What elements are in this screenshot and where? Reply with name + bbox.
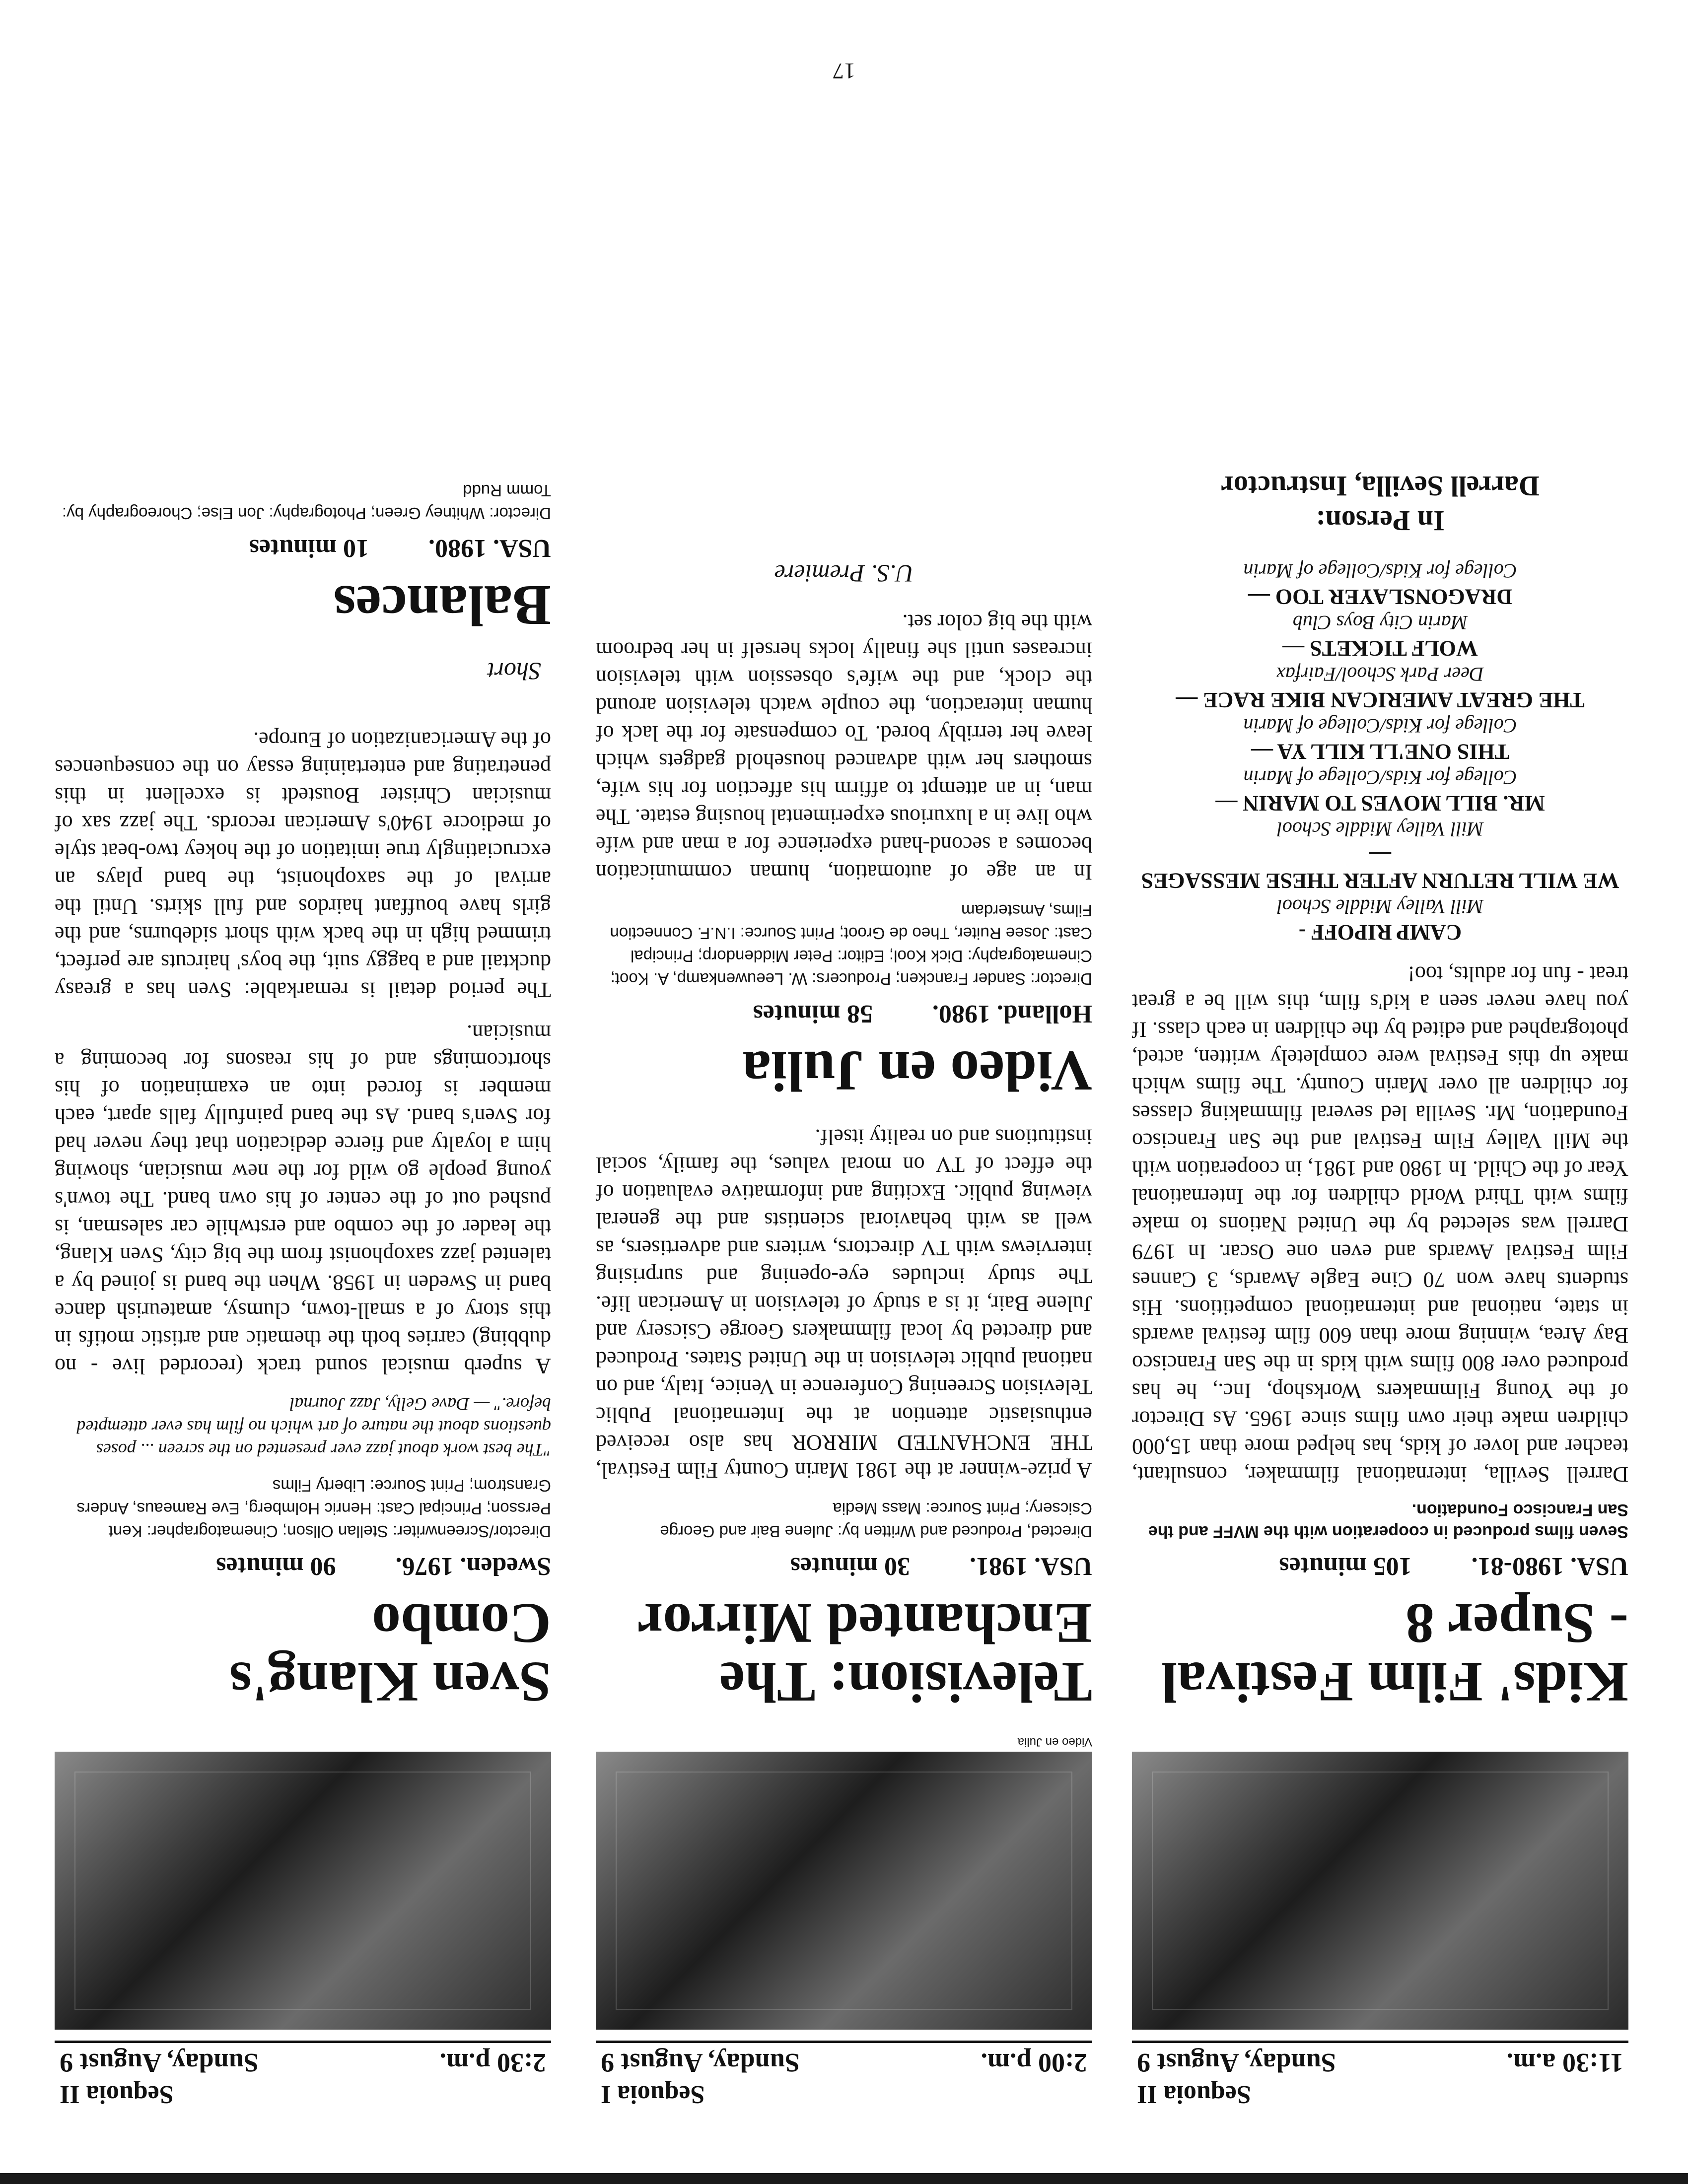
film-list-title: MR. BILL MOVES TO MARIN — [1215, 791, 1545, 816]
country-year: USA. 1980-81. [1471, 1552, 1628, 1580]
duration-2: 58 minutes [753, 1000, 873, 1028]
premiere-note: U.S. Premiere [774, 560, 914, 588]
column-kids-film-festival [1132, 469, 1628, 2110]
short-label: Short [487, 658, 541, 685]
film-list [1132, 558, 1628, 945]
film-list-school: Mill Valley Middle School [1276, 818, 1484, 840]
duration-2: 10 minutes [249, 534, 369, 562]
film-credits-2: Director: Sander Francken; Producers: W. Leeuwenkamp, A. Koot; Cinematography: Dick Kool; Editor: Peter Middendorp; Principal Cast: Josee Ruiter, Theo de Groot; Print Source: I.N.F. Connection Films, Amsterdam [610, 901, 1092, 988]
screening-date: Sunday, August 9 [601, 2048, 800, 2078]
film-list-title: CAMP RIPOFF - [1298, 920, 1462, 945]
column-sven-klangs-combo [55, 466, 551, 2110]
film-description: Darrell Sevilla, international filmmaker, consultant, teacher and lover of kids, has helped more than 15,000 children make their own films since 1965. As Director of the Young Filmmakers Workshop, Inc., he has produced over 800 films with kids in the San Francisco Bay Area, winning more than 600 film festival awards in state, national and international competitions. His students have won 70 Cine Eagle Awards, 3 Cannes Film Festival Awards and even one Oscar. In 1979 Darrell was selected by the United Nations to make films with Third World children for the International Year of the Child. In 1980 and 1981, in cooperation with the Mill Valley Film Festival and the San Francisco Foundation, Mr. Sevilla led several filmmaking classes for children all over Marin County. The films which make up this Festival were completely written, acted, photographed and edited by the children in each class. If you have never seen a kid's film, this will be a great treat - fun for adults, too! [1132, 962, 1628, 1487]
photo-caption [1132, 1734, 1628, 1749]
film-list-title: THE GREAT AMERICAN BIKE RACE — [1176, 688, 1585, 712]
film-description: A prize-winner at the 1981 Marin County Film Festival, THE ENCHANTED MIRROR has also received enthusiastic attention at the International Public Television Screening Conference in Venice, Italy, and on national public television in the United States. Produced and directed by local filmmakers George Csicsery and Julene Bair, it is a study of television in American life. The study includes eye-opening and surprising interviews with TV directors, writers and advertisers, as well as with behavioral scientists and the general viewing public. Exciting and informative evaluation of the effect of TV on moral values, the family, social institutions and on reality itself. [596, 1125, 1092, 1483]
duration: 105 minutes [1279, 1552, 1412, 1580]
duration: 30 minutes [790, 1552, 910, 1580]
scan-edge-bar [0, 2173, 1688, 2184]
film-title: Television: The Enchanted Mirror [637, 1591, 1092, 1713]
film-credits-2: Director: Whitney Green; Photography: Jon Else; Choreography by: Tomm Rudd [62, 481, 551, 523]
film-list-title: THIS ONE'LL KILL YA — [1251, 740, 1510, 764]
film-list-school: College for Kids/College of Marin [1243, 766, 1517, 789]
film-list-title: WOLF TICKETS — [1282, 636, 1478, 661]
in-person [1132, 469, 1628, 538]
country-year: Sweden. 1976. [395, 1552, 551, 1580]
in-person-label: In Person: [1316, 505, 1445, 537]
venue: Sequoia II [60, 2080, 174, 2109]
film-credits: Director/Screenwriter: Stellan Ollson; Cinematographer: Kent Persson; Principal Cast: Henric Holmberg, Eve Rameaus, Anders Granstrom; Print Source: Liberty Films [76, 1477, 551, 1541]
film-still-photo [1132, 1752, 1628, 2030]
film-still-photo [596, 1752, 1092, 2030]
film-list-school: Mill Valley Middle School [1276, 895, 1484, 918]
screening-time: 11:30 a.m. [1506, 2048, 1623, 2078]
film-title-2: Balances [333, 573, 551, 637]
film-still-photo [55, 1752, 551, 2030]
duration: 90 minutes [216, 1552, 336, 1580]
film-title-2: Video en Julia [742, 1039, 1092, 1102]
film-title: Kids' Film Festival - Super 8 [1161, 1591, 1628, 1713]
screening-date: Sunday, August 9 [1137, 2048, 1336, 2078]
film-list-title: WE WILL RETURN AFTER THESE MESSAGES — [1141, 843, 1619, 893]
film-subtitle: Seven films produced in cooperation with the MVFF and the San Francisco Foundation. [1148, 1501, 1628, 1541]
film-description-2: In an age of automation, human communication becomes a second-hand experience for a man and wife who live in a luxurious experimental housing estate. The man, in an attempt to affirm his affection for his wife, smothers her with advanced household gadgets which leave her terribly bored. To compensate for the lack of human interaction, the couple watch television around the clock, and the wife's obsession with television increases until she finally locks herself in her bedroom with the big color set. [596, 610, 1092, 885]
film-credits: Directed, Produced and Written by: Julene Bair and George Csicsery; Print Source: Mass Media [660, 1500, 1092, 1541]
venue: Sequoia II [1137, 2080, 1251, 2109]
film-list-title: DRAGONSLAYER TOO — [1248, 585, 1513, 609]
review-quote: "The best work about jazz ever presented on the screen ... poses questions about the nature of art which no film has ever attempted before." — Dave Gelly, Jazz Journal [76, 1394, 551, 1460]
country-year-2: USA. 1980. [428, 534, 551, 562]
film-description: A superb musical sound track (recorded live - no dubbing) carries both the thematic and artistic motifs in this story of a small-town, clumsy, amateurish dance band in Sweden in 1958. When the band is joined by a talented jazz saxophonist from the big city, Sven Klang, the leader of the combo and erstwhile car salesman, is pushed out of the center of his own band. The town's young people go wild for the new musician, showing him a loyalty and fierce dedication that they never had for Sven's band. As the band painfully falls apart, each member is forced into an examination of his shortcomings and of his reasons for becoming a musician. [55, 1021, 551, 1378]
page-number: 17 [833, 59, 855, 84]
column-television-enchanted-mirror [596, 540, 1092, 2110]
film-list-school: Marin City Boys Club [1292, 612, 1468, 634]
country-year-2: Holland. 1980. [932, 1000, 1092, 1028]
film-list-school: College for Kids/College of Marin [1243, 715, 1517, 737]
film-description-continued: The period detail is remarkable: Sven has a greasy ducktail and a baggy suit, the boys' haircuts are perfect, trimmed high in the back with short sideburns, and the girls have bouffant hairdos and full skirts. Until the arrival of the saxophonist, the band plays an excruciatingly true imitation of the hokey two-beat style of mediocre 1940's American records. The jazz sax of musician Christer Boustedt is excellent in this penetrating and entertaining essay on the consequences of the Americanization of Europe. [55, 728, 551, 1002]
country-year: USA. 1981. [969, 1552, 1092, 1580]
screening-header [596, 2041, 1092, 2110]
screening-header [1132, 2041, 1628, 2110]
film-list-school: Deer Park School/Fairfax [1276, 663, 1484, 685]
screening-time: 2:30 p.m. [439, 2048, 546, 2078]
film-title: Sven Klang's Combo [229, 1591, 551, 1713]
venue: Sequoia I [601, 2080, 705, 2109]
screening-time: 2:00 p.m. [981, 2048, 1087, 2078]
photo-caption [55, 1734, 551, 1749]
in-person-name: Darrell Sevilla, Instructor [1221, 470, 1540, 502]
film-list-school: College for Kids/College of Marin [1243, 560, 1517, 582]
screening-header [55, 2041, 551, 2110]
screening-date: Sunday, August 9 [60, 2048, 259, 2078]
photo-caption: Video en Julia [1017, 1735, 1092, 1749]
